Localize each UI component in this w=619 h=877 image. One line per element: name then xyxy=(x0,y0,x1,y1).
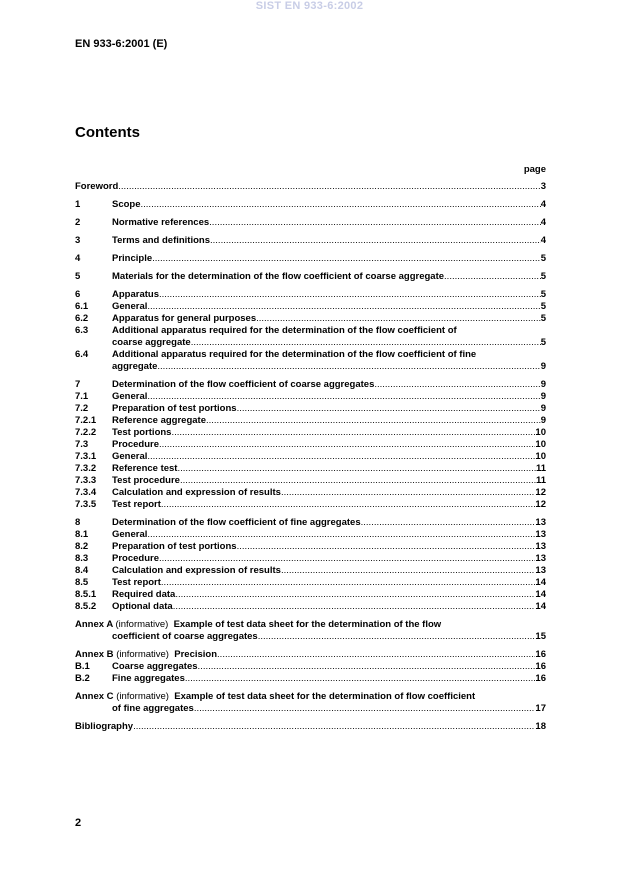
dot-leader xyxy=(281,565,535,577)
toc-entry[interactable] xyxy=(75,301,546,313)
dot-leader xyxy=(152,253,541,265)
toc-entry[interactable] xyxy=(75,577,546,589)
toc-section-group xyxy=(75,235,546,247)
dot-leader xyxy=(173,601,536,613)
toc-entry-number: 4 xyxy=(75,253,81,264)
toc-entry-text-continued: coarse aggregate xyxy=(112,337,191,348)
toc-entry-number: 5 xyxy=(75,271,81,282)
toc-section-group xyxy=(75,253,546,265)
toc-entry[interactable] xyxy=(75,517,546,529)
annex-informative-tag: (informative) xyxy=(116,691,169,702)
toc-entry-text: General xyxy=(112,451,148,462)
toc-section-group xyxy=(75,199,546,211)
toc-entry[interactable] xyxy=(75,313,546,325)
toc-entry-page: 13 xyxy=(535,565,546,576)
toc-entry-text-continued: of fine aggregates xyxy=(112,703,194,714)
dot-leader xyxy=(217,649,535,661)
dot-leader xyxy=(133,721,535,733)
toc-entry-number: 7.3 xyxy=(75,439,89,450)
toc-entry-number: 7.2.2 xyxy=(75,427,97,438)
dot-leader xyxy=(157,361,540,373)
toc-entry-text: Precision xyxy=(174,649,218,660)
toc-entry-number: 8.5 xyxy=(75,577,89,588)
dot-leader xyxy=(180,475,536,487)
dot-leader xyxy=(161,577,536,589)
dot-leader xyxy=(374,379,540,391)
toc-annex-c[interactable] xyxy=(75,691,546,715)
toc-entry-text: Example of test data sheet for the determination of flow coefficient xyxy=(174,691,476,702)
toc-entry-text: Additional apparatus required for the determination of the flow coefficient of xyxy=(112,325,457,336)
toc-entry-number: 6.3 xyxy=(75,325,89,336)
toc-entry-page: 3 xyxy=(540,181,546,192)
document-id: EN 933-6:2001 (E) xyxy=(75,38,168,50)
toc-entry[interactable] xyxy=(75,391,546,403)
toc-entry[interactable] xyxy=(75,499,546,511)
toc-entry-number: 7.1 xyxy=(75,391,89,402)
dot-leader xyxy=(256,313,541,325)
toc-entry-text: Determination of the flow coefficient of coarse aggregates xyxy=(112,379,375,390)
dot-leader xyxy=(177,463,535,475)
toc-entry-number: 6.2 xyxy=(75,313,89,324)
toc-section-group xyxy=(75,379,546,511)
dot-leader xyxy=(175,589,535,601)
toc-entry-page: 11 xyxy=(535,475,546,486)
toc-entry-bibliography[interactable] xyxy=(75,721,546,733)
toc-entry-text: Principle xyxy=(112,253,153,264)
toc-entry-text: Normative references xyxy=(112,217,210,228)
toc-entry[interactable] xyxy=(75,529,546,541)
toc-section-group xyxy=(75,517,546,613)
toc-entry[interactable] xyxy=(75,553,546,565)
toc-entry-page: 5 xyxy=(540,253,546,264)
toc-entry[interactable] xyxy=(75,253,546,265)
toc-entry-page: 9 xyxy=(540,415,546,426)
toc-entry-page: 16 xyxy=(535,649,546,660)
toc-entry-text: General xyxy=(112,529,148,540)
toc-entry-page: 9 xyxy=(540,379,546,390)
toc-entry-page: 4 xyxy=(540,199,546,210)
toc-entry-number: 8.1 xyxy=(75,529,89,540)
dot-leader xyxy=(198,661,536,673)
toc-entry-page: 17 xyxy=(535,703,546,714)
toc-entry-page: 10 xyxy=(535,427,546,438)
toc-entry-page: 18 xyxy=(535,721,546,732)
toc-entry-text-continued: coefficient of coarse aggregates xyxy=(112,631,258,642)
annex-informative-tag: (informative) xyxy=(115,619,169,630)
toc-entry-number: 7.2 xyxy=(75,403,89,414)
toc-entry[interactable] xyxy=(75,589,546,601)
toc-entry-text: Bibliography xyxy=(75,721,134,732)
toc-entry-text: Reference test xyxy=(112,463,178,474)
toc-entry-number: 8.5.2 xyxy=(75,601,97,612)
toc-entry[interactable] xyxy=(75,289,546,301)
toc-entry-text: Optional data xyxy=(112,601,173,612)
dot-leader xyxy=(206,415,541,427)
annex-informative-tag: (informative) xyxy=(116,649,169,660)
toc-entry[interactable] xyxy=(75,487,546,499)
toc-entry-page: 11 xyxy=(535,463,546,474)
dot-leader xyxy=(444,271,541,283)
toc-entry-number: 7 xyxy=(75,379,81,390)
toc-entry-number: 8.4 xyxy=(75,565,89,576)
toc-entry-page: 12 xyxy=(535,499,546,510)
toc-entry[interactable] xyxy=(75,427,546,439)
page-column-label: page xyxy=(523,164,546,175)
toc-entry-page: 14 xyxy=(535,601,546,612)
watermark: SIST EN 933-6:2002 xyxy=(255,0,364,12)
toc-entry-number: B.1 xyxy=(75,661,90,672)
toc-entry-page: 14 xyxy=(535,577,546,588)
toc-entry-page: 13 xyxy=(535,553,546,564)
dot-leader xyxy=(141,199,541,211)
toc-entry-text: Reference aggregate xyxy=(112,415,206,426)
toc-entry[interactable] xyxy=(75,403,546,415)
toc-entry[interactable] xyxy=(75,475,546,487)
table-of-contents xyxy=(75,181,546,733)
toc-entry-page: 12 xyxy=(535,487,546,498)
toc-entry-page: 5 xyxy=(540,289,546,300)
toc-entry-number: 8.2 xyxy=(75,541,89,552)
toc-entry-page: 5 xyxy=(540,337,546,348)
dot-leader xyxy=(237,403,541,415)
toc-entry[interactable] xyxy=(75,451,546,463)
toc-entry-text: Coarse aggregates xyxy=(112,661,198,672)
toc-entry-text: Additional apparatus required for the determination of the flow coefficient of fine xyxy=(112,349,477,360)
dot-leader xyxy=(161,499,536,511)
toc-entry-number: 7.3.3 xyxy=(75,475,97,486)
toc-entry[interactable] xyxy=(75,601,546,613)
dot-leader xyxy=(159,289,541,301)
page-number: 2 xyxy=(75,817,82,829)
toc-entry-page: 13 xyxy=(535,529,546,540)
dot-leader xyxy=(191,337,541,349)
toc-entry[interactable] xyxy=(75,649,546,661)
annex-label: Annex B xyxy=(75,649,114,660)
toc-entry-text: Calculation and expression of results xyxy=(112,565,281,576)
dot-leader xyxy=(159,553,535,565)
dot-leader xyxy=(237,541,536,553)
dot-leader xyxy=(171,427,535,439)
toc-annex-a[interactable] xyxy=(75,619,546,643)
toc-entry-text: Calculation and expression of results xyxy=(112,487,281,498)
dot-leader xyxy=(147,451,535,463)
toc-entry-number: 6.4 xyxy=(75,349,89,360)
toc-entry-text: Apparatus xyxy=(112,289,159,300)
toc-entry-page: 5 xyxy=(540,313,546,324)
toc-entry-text: Foreword xyxy=(75,181,119,192)
dot-leader xyxy=(118,181,540,193)
toc-entry-text: Determination of the flow coefficient of fine aggregates xyxy=(112,517,361,528)
toc-entry-number: 8 xyxy=(75,517,81,528)
toc-entry-page: 9 xyxy=(540,403,546,414)
dot-leader xyxy=(159,439,535,451)
toc-entry[interactable] xyxy=(75,541,546,553)
dot-leader xyxy=(147,391,540,403)
toc-entry-page: 4 xyxy=(540,235,546,246)
toc-entry-text: Procedure xyxy=(112,553,159,564)
toc-entry-text-continued: aggregate xyxy=(112,361,158,372)
toc-entry[interactable] xyxy=(75,379,546,391)
toc-entry-foreword[interactable] xyxy=(75,181,546,193)
toc-entry-text: Scope xyxy=(112,199,141,210)
toc-entry-number: 3 xyxy=(75,235,81,246)
dot-leader xyxy=(210,235,541,247)
toc-entry-number: 2 xyxy=(75,217,81,228)
toc-annex-b xyxy=(75,649,546,685)
toc-entry[interactable] xyxy=(75,415,546,427)
annex-label: Annex C xyxy=(75,691,114,702)
toc-entry-text: General xyxy=(112,391,148,402)
toc-entry-page: 5 xyxy=(540,301,546,312)
toc-entry-text: Preparation of test portions xyxy=(112,403,237,414)
toc-entry-text: Test report xyxy=(112,499,161,510)
toc-entry-page: 13 xyxy=(535,517,546,528)
toc-section-group xyxy=(75,271,546,283)
toc-entry-number: 7.3.2 xyxy=(75,463,97,474)
dot-leader xyxy=(147,301,540,313)
toc-entry-page: 14 xyxy=(535,589,546,600)
toc-entry-text: Required data xyxy=(112,589,176,600)
toc-entry-text: Example of test data sheet for the determination of the flow xyxy=(173,619,442,630)
toc-entry-text: Materials for the determination of the flow coefficient of coarse aggregate xyxy=(112,271,445,282)
toc-entry-number: 1 xyxy=(75,199,81,210)
toc-entry-number: 7.3.5 xyxy=(75,499,97,510)
toc-entry[interactable] xyxy=(75,439,546,451)
toc-section-group xyxy=(75,217,546,229)
toc-entry-number: 8.3 xyxy=(75,553,89,564)
toc-entry-text: Preparation of test portions xyxy=(112,541,237,552)
toc-entry-text: Terms and definitions xyxy=(112,235,211,246)
toc-entry-text: Apparatus for general purposes xyxy=(112,313,257,324)
dot-leader xyxy=(281,487,535,499)
toc-entry-page: 13 xyxy=(535,541,546,552)
toc-entry-number: 6 xyxy=(75,289,81,300)
toc-entry-page: 5 xyxy=(540,271,546,282)
toc-entry[interactable] xyxy=(75,325,546,349)
annex-label: Annex A xyxy=(75,619,113,630)
toc-entry[interactable] xyxy=(75,199,546,211)
toc-entry-text: Test report xyxy=(112,577,161,588)
toc-entry-text: Test procedure xyxy=(112,475,180,486)
toc-section-group xyxy=(75,289,546,373)
toc-entry[interactable] xyxy=(75,463,546,475)
toc-entry[interactable] xyxy=(75,565,546,577)
toc-entry-page: 9 xyxy=(540,391,546,402)
toc-entry-text: Test portions xyxy=(112,427,172,438)
toc-entry-page: 10 xyxy=(535,451,546,462)
toc-entry-page: 16 xyxy=(535,673,546,684)
toc-entry[interactable] xyxy=(75,235,546,247)
toc-entry-number: 7.3.1 xyxy=(75,451,97,462)
toc-entry[interactable] xyxy=(75,661,546,673)
toc-entry[interactable] xyxy=(75,349,546,373)
toc-entry-number: 8.5.1 xyxy=(75,589,97,600)
toc-entry-text: Fine aggregates xyxy=(112,673,185,684)
dot-leader xyxy=(209,217,541,229)
toc-entry-page: 10 xyxy=(535,439,546,450)
toc-entry-number: 7.2.1 xyxy=(75,415,97,426)
toc-entry[interactable] xyxy=(75,217,546,229)
dot-leader xyxy=(185,673,536,685)
toc-entry-page: 15 xyxy=(535,631,546,642)
dot-leader xyxy=(361,517,536,529)
dot-leader xyxy=(194,703,536,715)
toc-entry-text: Procedure xyxy=(112,439,159,450)
toc-entry[interactable] xyxy=(75,673,546,685)
toc-entry-number: B.2 xyxy=(75,673,90,684)
toc-entry-number: 6.1 xyxy=(75,301,89,312)
toc-entry[interactable] xyxy=(75,271,546,283)
toc-entry-number: 7.3.4 xyxy=(75,487,97,498)
toc-entry-page: 4 xyxy=(540,217,546,228)
toc-entry-text: General xyxy=(112,301,148,312)
dot-leader xyxy=(258,631,536,643)
toc-entry-page: 9 xyxy=(540,361,546,372)
page-title: Contents xyxy=(75,124,140,141)
dot-leader xyxy=(147,529,535,541)
toc-entry-page: 16 xyxy=(535,661,546,672)
